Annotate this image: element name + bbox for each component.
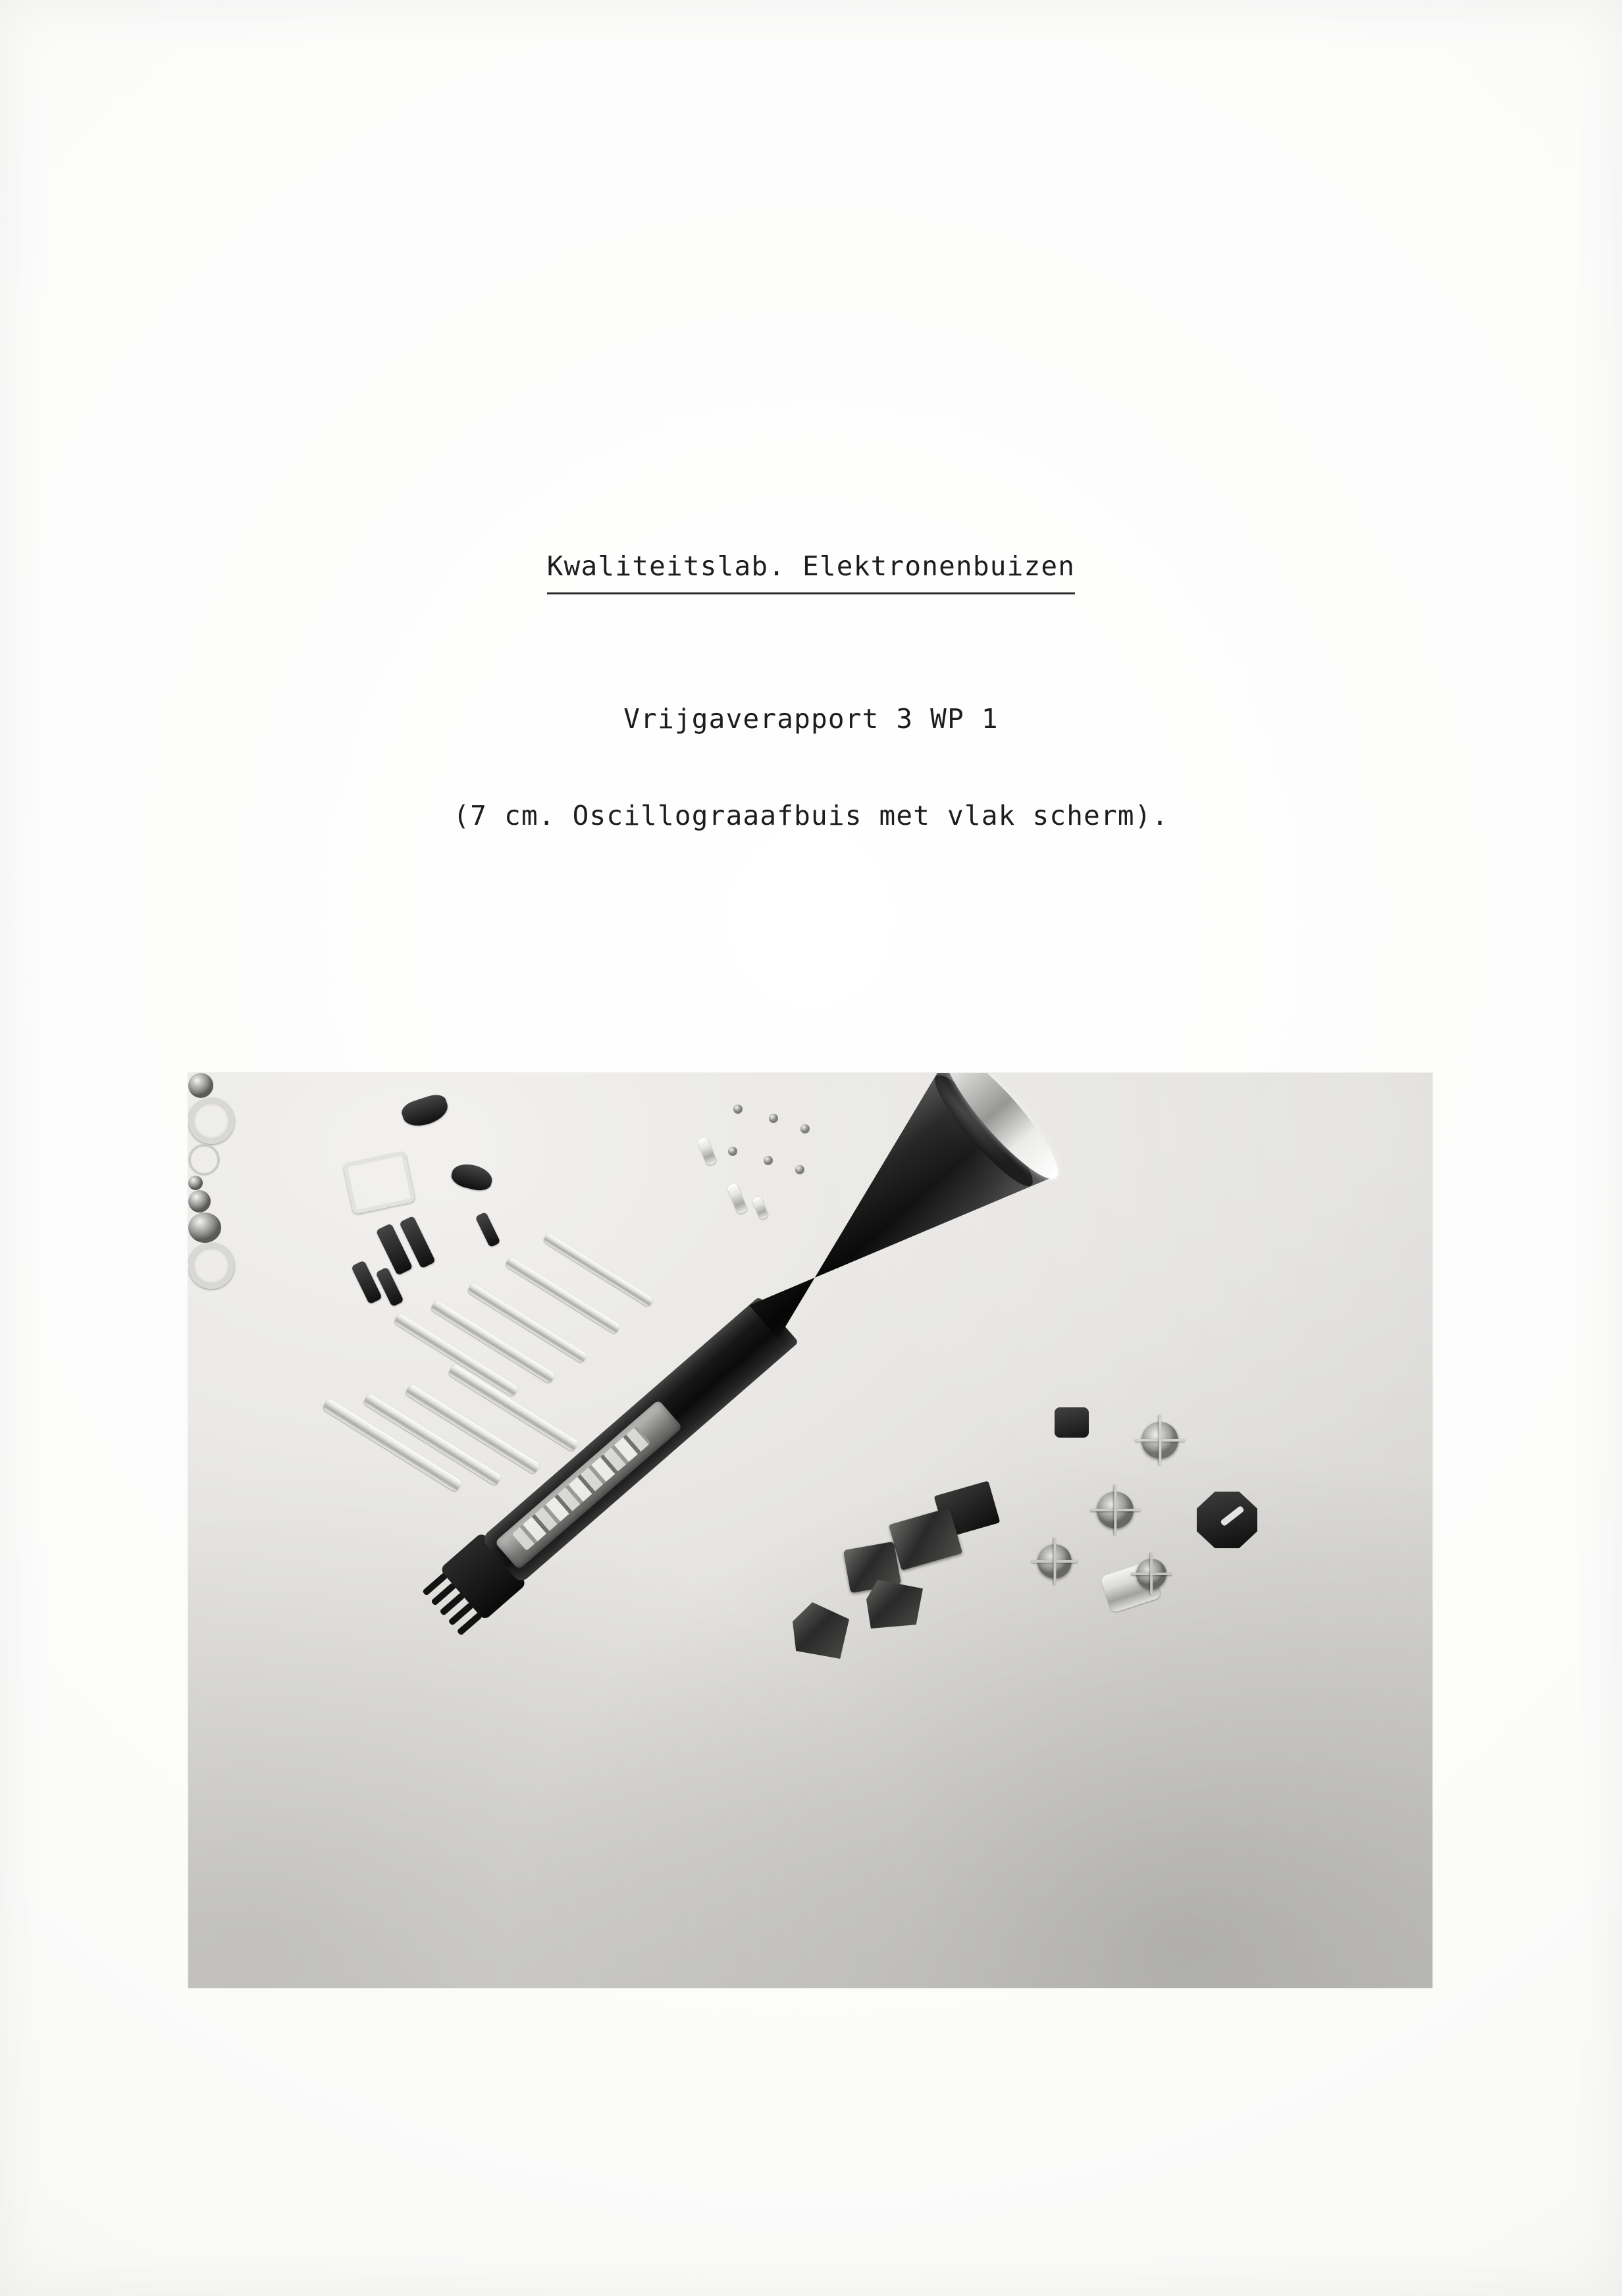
part-spider-spacer-1 [1141,1422,1178,1459]
part-housing-block-2 [866,1580,923,1629]
component-photograph [188,1073,1432,1988]
part-screw-6 [795,1165,804,1174]
part-eyelet-disc [188,1213,221,1243]
part-ring-small [188,1144,220,1176]
part-spider-spacer-4 [1136,1559,1166,1589]
part-mica-square [1055,1407,1089,1438]
cathode-ray-tube-assembly [444,1073,1124,1615]
part-ring-large [188,1098,234,1144]
report-subtitle: (7 cm. Oscillograaafbuis met vlak scherm). [453,800,1169,831]
part-screw-1 [733,1105,743,1114]
part-deflection-plate-2 [889,1507,962,1571]
part-spider-spacer-2 [1097,1492,1134,1528]
part-getter-ring [188,1243,234,1289]
part-electrode-sleeve-5 [475,1212,501,1248]
part-curved-shield [400,1091,452,1131]
part-cap-disc [188,1190,211,1213]
part-screw-5 [764,1156,773,1165]
part-electrode-sleeve-3 [351,1260,382,1304]
part-screw-3 [800,1124,810,1134]
part-washer-1 [188,1176,203,1190]
lab-title-text: Kwaliteitslab. Elektronenbuizen [547,550,1075,594]
part-screw-2 [769,1114,778,1123]
part-small-sleeve-2 [727,1183,748,1215]
part-wire-frame [343,1151,415,1214]
part-spider-spacer-3 [1037,1544,1072,1578]
part-small-sleeve-1 [697,1137,718,1166]
part-housing-block-3 [793,1602,849,1659]
part-curved-shield-2 [450,1161,495,1193]
report-number: Vrijgaverapport 3 WP 1 [623,703,999,735]
lab-title [0,550,1622,594]
part-screw-4 [728,1147,737,1156]
part-small-disc [188,1073,213,1098]
